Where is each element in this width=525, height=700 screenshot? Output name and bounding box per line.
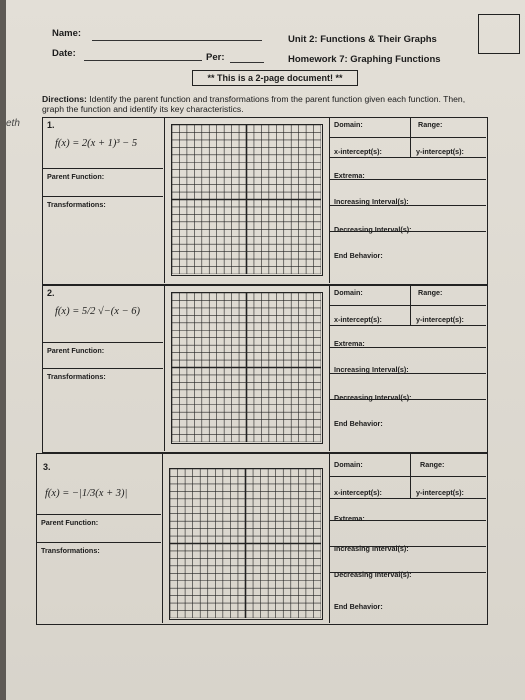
divider: [37, 542, 161, 543]
problem-1-number: 1.: [47, 120, 55, 130]
key-characteristics-3: [329, 454, 486, 623]
problem-3-block: [36, 453, 488, 625]
per-line[interactable]: [230, 62, 264, 63]
problem-2-block: [42, 285, 488, 453]
coordinate-grid-3[interactable]: [169, 468, 323, 620]
transformations-label: Transformations:: [47, 200, 106, 209]
range-label: Range:: [418, 288, 443, 297]
grid-lines: [170, 469, 321, 618]
divider: [43, 342, 163, 343]
coordinate-grid-2[interactable]: [171, 292, 323, 444]
problem-3-function: f(x) = −|1/3(x + 3)|: [45, 488, 128, 499]
key-characteristics-1: [329, 118, 486, 283]
stamp-box: [478, 14, 520, 54]
date-label: Date:: [52, 48, 76, 59]
transformations-label: Transformations:: [41, 546, 100, 555]
decreasing-label: Decreasing Interval(s):: [334, 225, 412, 234]
directions: [42, 94, 486, 114]
transformations-label: Transformations:: [47, 372, 106, 381]
y-intercepts-label: y-intercept(s):: [416, 147, 464, 156]
range-label: Range:: [420, 460, 445, 469]
divider: [37, 514, 161, 515]
increasing-label: Increasing Interval(s):: [334, 544, 409, 553]
divider: [43, 168, 163, 169]
name-line[interactable]: [92, 40, 262, 41]
extrema-label: Extrema:: [334, 171, 365, 180]
date-line[interactable]: [84, 60, 202, 61]
problem-3-left-column: [37, 454, 163, 623]
problem-2-function: f(x) = 5/2 √−(x − 6): [55, 306, 141, 317]
end-behavior-label: End Behavior:: [334, 419, 383, 428]
divider: [43, 368, 163, 369]
unit-title: Unit 2: Functions & Their Graphs: [288, 34, 437, 45]
end-behavior-label: End Behavior:: [334, 251, 383, 260]
increasing-label: Increasing Interval(s):: [334, 197, 409, 206]
grid-lines: [172, 125, 321, 274]
name-label: Name:: [52, 28, 82, 39]
margin-handwriting: eth: [6, 118, 20, 129]
x-intercepts-label: x-intercept(s):: [334, 315, 382, 324]
domain-label: Domain:: [334, 120, 363, 129]
problem-1-function: f(x) = 2(x + 1)³ − 5: [55, 138, 138, 149]
homework-title: Homework 7: Graphing Functions: [288, 54, 441, 65]
parent-function-label: Parent Function:: [41, 518, 99, 527]
divider: [43, 196, 163, 197]
key-characteristics-2: [329, 286, 486, 451]
decreasing-label: Decreasing Interval(s):: [334, 393, 412, 402]
end-behavior-label: End Behavior:: [334, 602, 383, 611]
domain-label: Domain:: [334, 288, 363, 297]
problem-2-number: 2.: [47, 288, 55, 298]
extrema-label: Extrema:: [334, 514, 365, 523]
increasing-label: Increasing Interval(s):: [334, 365, 409, 374]
x-intercepts-label: x-intercept(s):: [334, 147, 382, 156]
problem-1-block: [42, 117, 488, 285]
decreasing-label: Decreasing Interval(s):: [334, 570, 412, 579]
coordinate-grid-1[interactable]: [171, 124, 323, 276]
range-label: Range:: [418, 120, 443, 129]
y-intercepts-label: y-intercept(s):: [416, 488, 464, 497]
per-label: Per:: [206, 52, 225, 63]
worksheet-page: [6, 0, 525, 700]
two-page-banner: ** This is a 2-page document! **: [192, 70, 358, 86]
problem-3-number: 3.: [43, 462, 51, 472]
parent-function-label: Parent Function:: [47, 172, 105, 181]
extrema-label: Extrema:: [334, 339, 365, 348]
problem-2-left-column: [43, 286, 165, 451]
parent-function-label: Parent Function:: [47, 346, 105, 355]
y-intercepts-label: y-intercept(s):: [416, 315, 464, 324]
grid-lines: [172, 293, 321, 442]
directions-text: Identify the parent function and transformations from the parent function given each function. Then, graph the function and identify its key characteristics.: [42, 94, 466, 114]
x-intercepts-label: x-intercept(s):: [334, 488, 382, 497]
problem-1-left-column: [43, 118, 165, 283]
domain-label: Domain:: [334, 460, 363, 469]
directions-label: Directions:: [42, 94, 87, 104]
